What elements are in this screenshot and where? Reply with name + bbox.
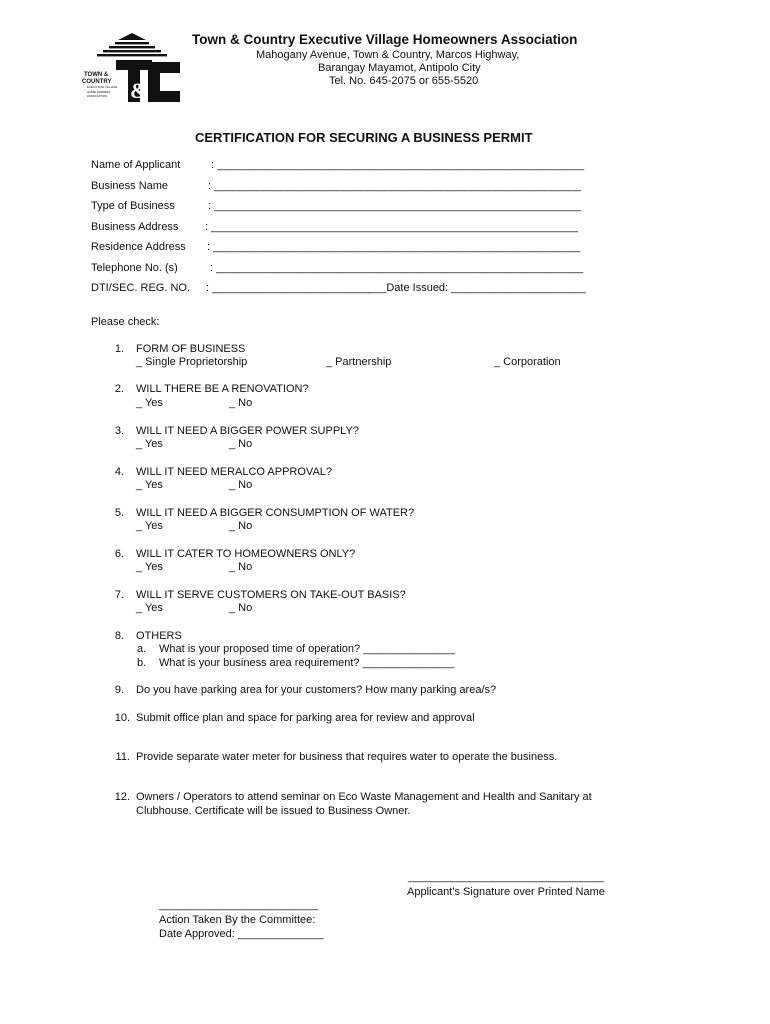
- field-label-type-of-business: Type of Business: [91, 200, 175, 212]
- item-question-renovation: WILL THERE BE A RENOVATION?: [136, 383, 309, 395]
- svg-text:&: &: [130, 78, 149, 103]
- signature-line[interactable]: ________________________________: [408, 871, 604, 883]
- association-logo: [82, 32, 182, 104]
- field-line-business-name[interactable]: : ____________________________________________________________: [208, 180, 582, 192]
- field-line-date-issued[interactable]: ___Date Issued: ______________________: [368, 282, 586, 294]
- field-label-residence-address: Residence Address: [91, 241, 186, 253]
- committee-line[interactable]: __________________________: [159, 899, 319, 911]
- option-no[interactable]: _ No: [229, 602, 253, 614]
- option-no[interactable]: _ No: [229, 520, 253, 532]
- svg-text:HOME OWNERS: HOME OWNERS: [87, 90, 111, 94]
- item-number: 9.: [114, 684, 124, 696]
- field-line-type-of-business[interactable]: : ____________________________________________________________: [208, 200, 582, 212]
- item-seminar-cont: Clubhouse. Certificate will be issued to Business Owner.: [136, 805, 411, 817]
- field-label-name: Name of Applicant: [91, 159, 181, 171]
- sub-letter: a.: [137, 643, 147, 655]
- item-water-meter: Provide separate water meter for business that requires water to operate the business.: [136, 751, 558, 763]
- field-label-business-name: Business Name: [91, 180, 169, 192]
- field-line-telephone[interactable]: : ____________________________________________________________: [210, 262, 584, 274]
- field-line-dti-sec[interactable]: : __________________________: [206, 282, 372, 294]
- item-number: 6.: [114, 548, 124, 560]
- field-label-telephone: Telephone No. (s): [91, 262, 178, 274]
- option-no[interactable]: _ No: [229, 561, 253, 573]
- option-yes[interactable]: _ Yes: [136, 602, 163, 614]
- item-others: OTHERS: [136, 630, 182, 642]
- item-question-water: WILL IT NEED A BIGGER CONSUMPTION OF WATER?: [136, 507, 415, 519]
- option-corporation[interactable]: _ Corporation: [494, 356, 561, 368]
- please-check-label: Please check:: [91, 316, 160, 328]
- field-line-name[interactable]: : ____________________________________________________________: [211, 159, 585, 171]
- item-number: 12.: [114, 791, 130, 803]
- item-question-power-supply: WILL IT NEED A BIGGER POWER SUPPLY?: [136, 425, 359, 437]
- item-number: 4.: [114, 466, 124, 478]
- option-yes[interactable]: _ Yes: [136, 520, 163, 532]
- sub-letter: b.: [137, 657, 147, 669]
- option-yes[interactable]: _ Yes: [136, 561, 163, 573]
- option-yes[interactable]: _ Yes: [136, 397, 163, 409]
- item-number: 1.: [114, 343, 124, 355]
- item-question-take-out: WILL IT SERVE CUSTOMERS ON TAKE-OUT BASIS?: [136, 589, 406, 601]
- phone-line: Tel. No. 645-2075 or 655-5520: [329, 75, 479, 87]
- item-seminar: Owners / Operators to attend seminar on Eco Waste Management and Health and Sanitary at: [136, 791, 592, 803]
- item-question-homeowners: WILL IT CATER TO HOMEOWNERS ONLY?: [136, 548, 356, 560]
- svg-text:EXECUTIVE VILLAGE: EXECUTIVE VILLAGE: [87, 85, 118, 89]
- item-number: 11.: [115, 751, 130, 763]
- signature-label: Applicant’s Signature over Printed Name: [407, 886, 605, 898]
- field-line-business-address[interactable]: : ____________________________________________________________: [205, 221, 579, 233]
- item-question-meralco: WILL IT NEED MERALCO APPROVAL?: [136, 466, 333, 478]
- field-label-business-address: Business Address: [91, 221, 179, 233]
- svg-text:COUNTRY: COUNTRY: [82, 79, 112, 85]
- option-no[interactable]: _ No: [229, 479, 253, 491]
- svg-text:TOWN &: TOWN &: [84, 72, 109, 78]
- document-title: CERTIFICATION FOR SECURING A BUSINESS PERMIT: [195, 130, 533, 145]
- item-number: 3.: [114, 425, 124, 437]
- option-partnership[interactable]: _ Partnership: [326, 356, 392, 368]
- item-number: 5.: [114, 507, 124, 519]
- org-name: Town & Country Executive Village Homeowners Association: [192, 32, 578, 47]
- item-number: 10.: [114, 712, 130, 724]
- item-office-plan: Submit office plan and space for parking area for review and approval: [136, 712, 475, 724]
- address-line-2: Barangay Mayamot, Antipolo City: [318, 62, 481, 74]
- item-parking: Do you have parking area for your customers? How many parking area/s?: [136, 684, 497, 696]
- date-approved-field[interactable]: Date Approved: ______________: [159, 928, 324, 940]
- item-number: 2.: [114, 383, 124, 395]
- item-number: 8.: [114, 630, 124, 642]
- sub-question-time-of-operation[interactable]: What is your proposed time of operation? _______________: [159, 643, 455, 655]
- svg-text:ASSOCIATION: ASSOCIATION: [87, 94, 108, 98]
- field-label-dti-sec: DTI/SEC. REG. NO.: [91, 282, 191, 294]
- option-yes[interactable]: _ Yes: [136, 438, 163, 450]
- option-no[interactable]: _ No: [229, 438, 253, 450]
- item-number: 7.: [114, 589, 124, 601]
- address-line-1: Mahogany Avenue, Town & Country, Marcos Highway,: [256, 49, 520, 61]
- sub-question-area-requirement[interactable]: What is your business area requirement? _______________: [159, 657, 455, 669]
- field-line-residence-address[interactable]: : ____________________________________________________________: [207, 241, 581, 253]
- option-no[interactable]: _ No: [229, 397, 253, 409]
- option-yes[interactable]: _ Yes: [136, 479, 163, 491]
- action-taken-label: Action Taken By the Committee:: [159, 914, 316, 926]
- option-single-proprietorship[interactable]: _ Single Proprietorship: [136, 356, 248, 368]
- item-question-form-of-business: FORM OF BUSINESS: [136, 343, 246, 355]
